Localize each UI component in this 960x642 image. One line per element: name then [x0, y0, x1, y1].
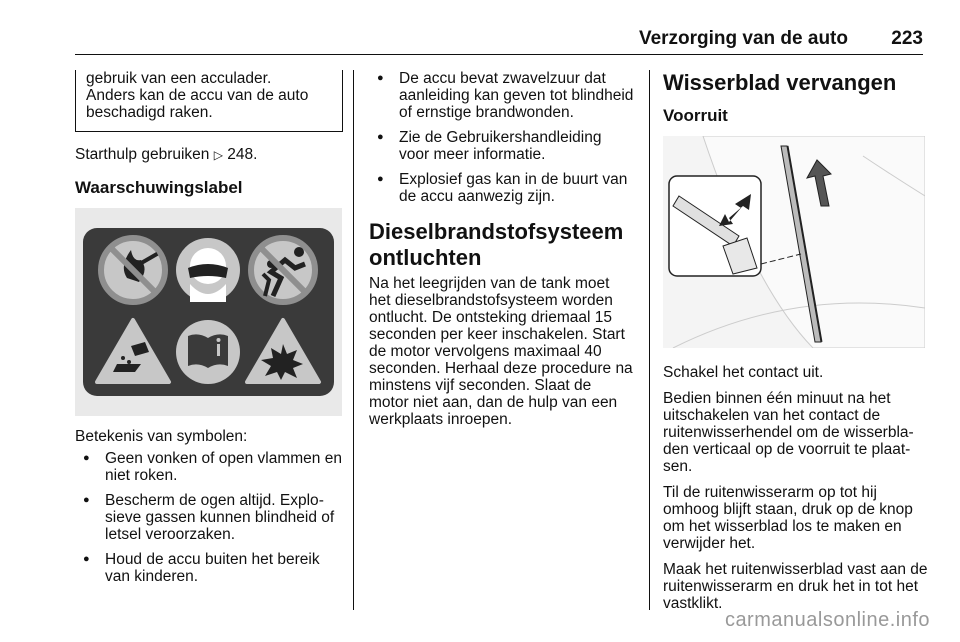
wiper-heading: Wisserblad vervangen	[663, 70, 897, 95]
no-children-icon	[251, 238, 315, 302]
warning-line: beschadigd raken.	[86, 104, 213, 121]
column-2	[369, 70, 635, 437]
header-rule	[75, 54, 923, 55]
column-3	[663, 70, 928, 621]
list-item: ● Explosief gas kan in de buurt van de accu aanwezig zijn.	[369, 171, 635, 205]
page-header	[0, 28, 960, 56]
warning-box	[75, 70, 343, 132]
starthulp-text: Starthulp gebruiken	[75, 146, 210, 163]
battery-warnings-list	[369, 70, 635, 205]
list-item: ● Houd de accu buiten het bereik van kinderen.	[75, 551, 343, 585]
column-divider	[649, 70, 650, 610]
starthulp-page: 248.	[227, 146, 258, 163]
starthulp-reference	[75, 146, 343, 164]
windshield-subheading: Voorruit	[663, 106, 728, 125]
wiper-step: Schakel het contact uit.	[663, 364, 824, 381]
wiper-step: Til de ruitenwisserarm op tot hij omhoog blijft staan, druk op de knop om het wisserblad los te maken en verwijder het.	[663, 484, 913, 552]
eye-protection-icon	[176, 238, 240, 302]
wiper-image	[663, 136, 925, 348]
wiper-illustration	[663, 136, 925, 348]
warning-label-illustration	[75, 208, 342, 416]
column-1	[75, 70, 343, 593]
watermark: carmanualsonline.info	[724, 609, 930, 631]
list-item: ● De accu bevat zwavelzuur dat aanleiding kan geven tot blindheid of ernstige brandwonden.	[369, 70, 635, 121]
read-manual-icon	[176, 320, 240, 384]
diesel-heading: Dieselbrandstofsysteem ontluchten	[369, 219, 624, 270]
no-fire-icon	[101, 238, 165, 302]
symbol-meanings-list	[75, 450, 343, 585]
warning-line: gebruik van een acculader.	[86, 70, 272, 87]
column-divider	[353, 70, 354, 610]
list-item: ● Geen vonken of open vlammen en niet roken.	[75, 450, 343, 484]
warning-label-heading: Waarschuwingslabel	[75, 178, 243, 197]
page-number: 223	[891, 28, 923, 49]
list-item: ● Zie de Gebruikershandleiding voor meer informatie.	[369, 129, 635, 163]
warning-line: Anders kan de accu van de auto	[86, 87, 309, 104]
diesel-body: Na het leegrijden van de tank moet het dieselbrandstofsysteem worden ontlucht. De ontsteking driemaal 15 seconden per keer inschakelen. Start de motor vervolgens maximaal 40 seconden. Herhaal deze procedure na minstens vijf seconden. Slaat de motor niet aan, dan de hulp van een werkplaats inroepen.	[369, 275, 633, 428]
wiper-step: Maak het ruitenwisserblad vast aan de ruitenwisserarm en druk het in tot het vastklikt.	[663, 561, 928, 612]
list-item: ● Bescherm de ogen altijd. Explosieve gassen kunnen blindheid of letsel veroorzaken.	[75, 492, 343, 543]
symbols-intro: Betekenis van symbolen:	[75, 428, 248, 445]
warning-label-image	[75, 208, 342, 416]
wiper-step: Bedien binnen één minuut na het uitschakelen van het contact de ruitenwisserhendel om de wisserbladen verticaal op de voorruit te plaatsen.	[663, 390, 914, 475]
arrow-reference-icon: ▷	[213, 148, 223, 162]
section-title: Verzorging van de auto	[638, 28, 848, 49]
